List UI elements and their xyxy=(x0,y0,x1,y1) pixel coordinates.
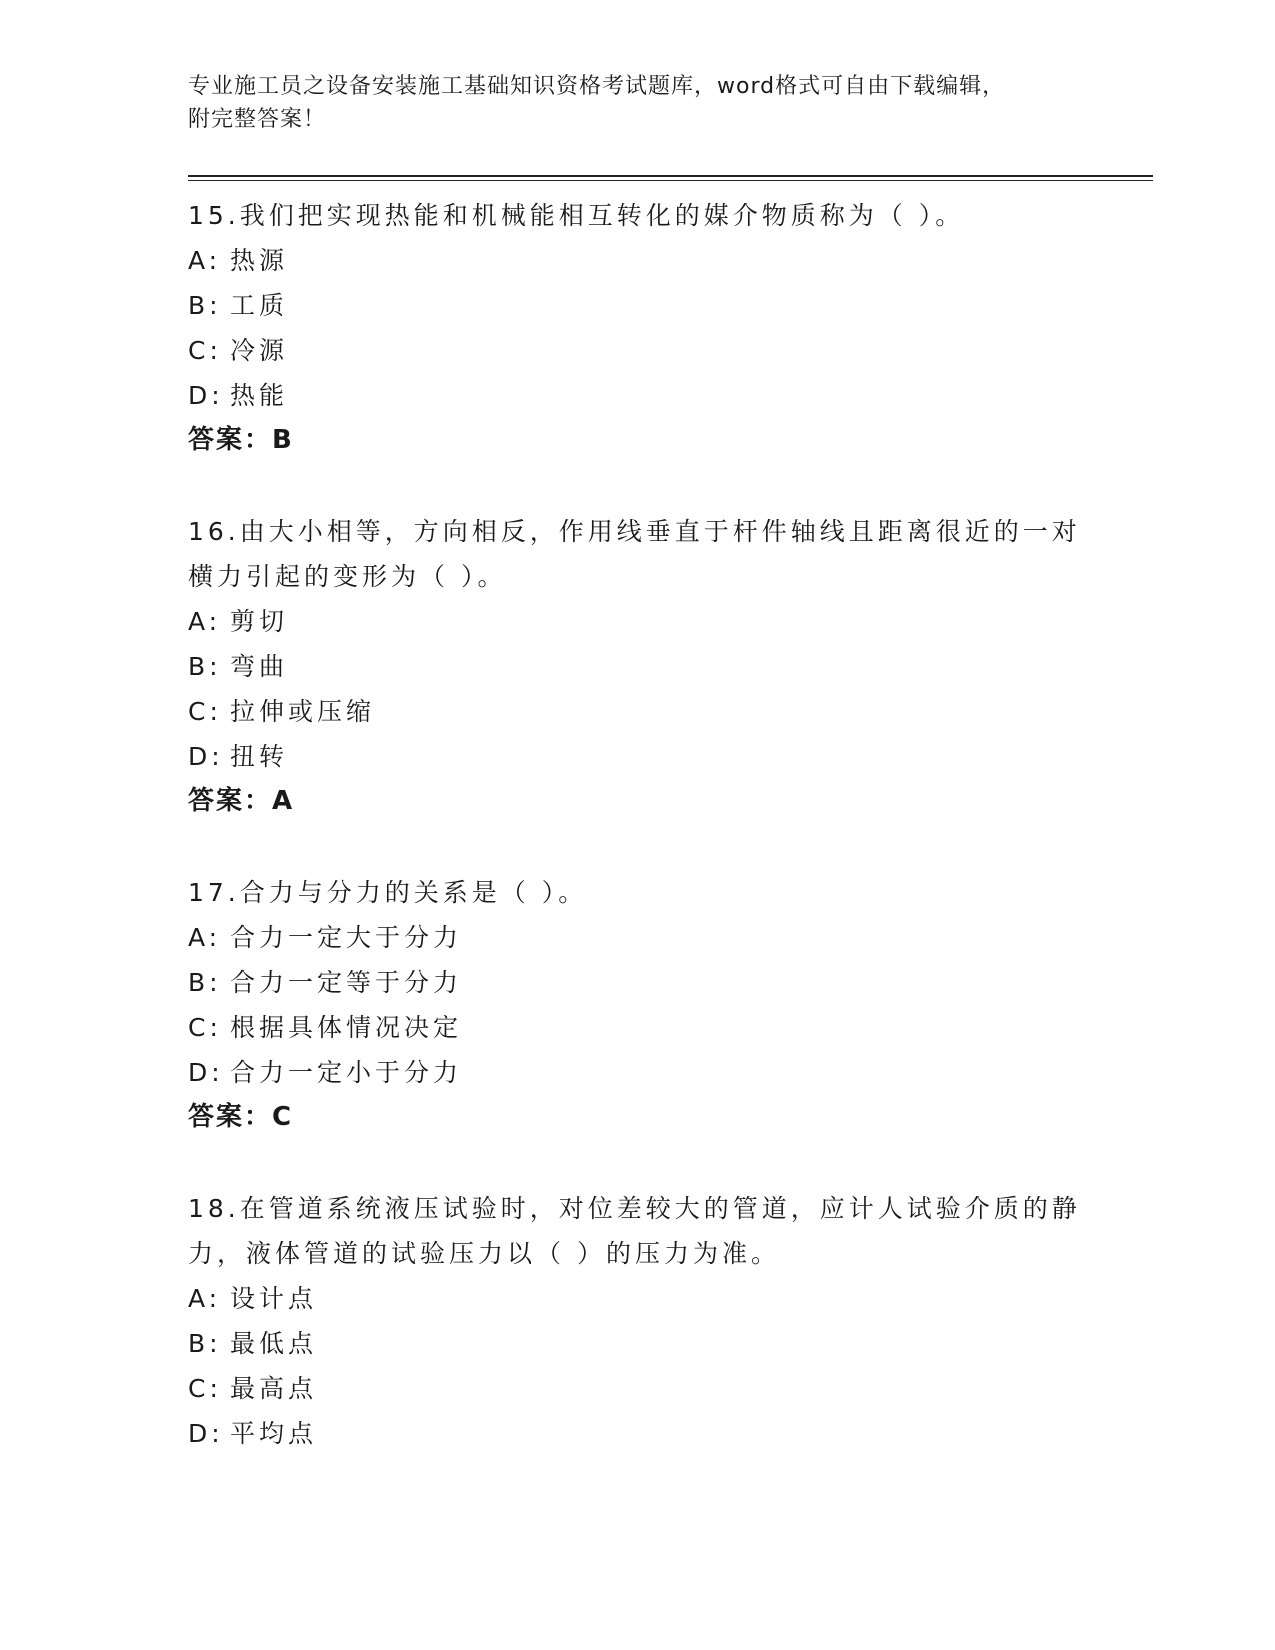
option-d xyxy=(188,1050,1148,1095)
option-key: D: xyxy=(188,1058,224,1087)
question-18 xyxy=(188,1186,1148,1456)
question-text: 16.由大小相等，方向相反，作用线垂直于杆件轴线且距离很近的一对横力引起的变形为（ ）。 xyxy=(188,517,1081,591)
question-text: 18.在管道系统液压试验时，对位差较大的管道，应计人试验介质的静力，液体管道的试验压力以（ ）的压力为准。 xyxy=(188,1194,1081,1268)
option-text: 最高点 xyxy=(230,1374,318,1403)
option-text: 热源 xyxy=(230,246,289,275)
option-c xyxy=(188,1366,1148,1411)
question-text: 15.我们把实现热能和机械能相互转化的媒介物质称为（ ）。 xyxy=(188,201,965,230)
option-text: 拉伸或压缩 xyxy=(230,697,376,726)
header-divider xyxy=(188,175,1153,181)
option-key: A: xyxy=(188,1284,222,1313)
option-a xyxy=(188,915,1148,960)
option-text: 合力一定大于分力 xyxy=(230,923,463,952)
option-key: A: xyxy=(188,923,222,952)
option-key: D: xyxy=(188,742,224,771)
header-line-1: 专业施工员之设备安装施工基础知识资格考试题库，word格式可自由下载编辑， xyxy=(188,74,1006,99)
answer: 答案：A xyxy=(188,786,295,816)
option-key: B: xyxy=(188,291,222,320)
option-d xyxy=(188,373,1148,418)
option-b xyxy=(188,960,1148,1005)
option-key: C: xyxy=(188,336,222,365)
option-c xyxy=(188,328,1148,373)
option-key: D: xyxy=(188,381,224,410)
option-b xyxy=(188,283,1148,328)
option-b xyxy=(188,644,1148,689)
header-line-2: 附完整答案！ xyxy=(188,107,327,132)
option-a xyxy=(188,238,1148,283)
option-text: 根据具体情况决定 xyxy=(230,1013,463,1042)
question-16 xyxy=(188,509,1148,824)
option-key: D: xyxy=(188,1419,224,1448)
option-key: B: xyxy=(188,968,222,997)
option-d xyxy=(188,1411,1148,1456)
document-header xyxy=(188,70,1148,136)
option-text: 最低点 xyxy=(230,1329,318,1358)
option-key: C: xyxy=(188,1013,222,1042)
option-text: 平均点 xyxy=(230,1419,318,1448)
option-c xyxy=(188,689,1148,734)
answer: 答案：C xyxy=(188,1102,294,1132)
option-b xyxy=(188,1321,1148,1366)
option-a xyxy=(188,1276,1148,1321)
question-17 xyxy=(188,870,1148,1140)
option-text: 合力一定小于分力 xyxy=(230,1058,463,1087)
option-key: C: xyxy=(188,697,222,726)
question-list xyxy=(188,193,1148,1456)
option-key: A: xyxy=(188,246,222,275)
option-text: 弯曲 xyxy=(230,652,289,681)
option-key: C: xyxy=(188,1374,222,1403)
document-page xyxy=(188,70,1148,1502)
option-text: 合力一定等于分力 xyxy=(230,968,463,997)
question-text: 17.合力与分力的关系是（ ）。 xyxy=(188,878,588,907)
option-d xyxy=(188,734,1148,779)
option-key: B: xyxy=(188,1329,222,1358)
option-text: 设计点 xyxy=(230,1284,318,1313)
option-text: 冷源 xyxy=(230,336,289,365)
question-15 xyxy=(188,193,1148,463)
option-key: A: xyxy=(188,607,222,636)
option-text: 剪切 xyxy=(230,607,289,636)
option-text: 工质 xyxy=(230,291,289,320)
option-a xyxy=(188,599,1148,644)
option-text: 热能 xyxy=(230,381,289,410)
option-key: B: xyxy=(188,652,222,681)
answer: 答案：B xyxy=(188,425,294,455)
option-c xyxy=(188,1005,1148,1050)
option-text: 扭转 xyxy=(230,742,289,771)
